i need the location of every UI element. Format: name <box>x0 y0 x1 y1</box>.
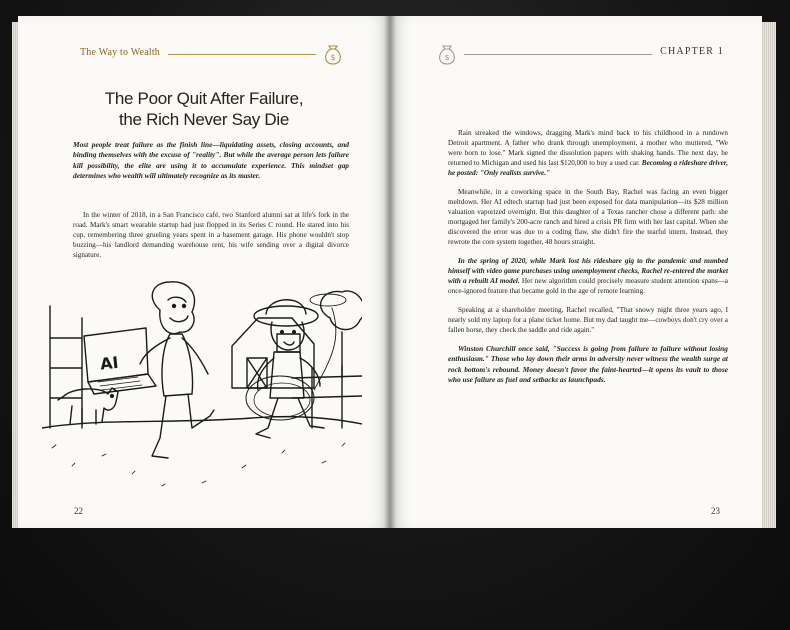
lead-quote: "reality" <box>191 150 220 160</box>
body-paragraph-3: Meanwhile, in a coworking space in the South Bay, Rachel was facing an even bigger meltdown. Her AI edtech startup had just been exposed for data manipulation—its $28 million valuation vaporized overnight. But this daughter of a Texas rancher chose a different path: she mortgaged her family's 200-acre ranch and hired a crisis PR firm with her last capital. When she discovered the error was due to a coding flaw, she didn't fire the tearful intern. Instead, they rewrote the core system together, 48 hours straight. <box>448 188 728 246</box>
book-spine-shadow <box>384 16 396 528</box>
chapter-number: 1 <box>717 46 724 57</box>
p3-emphasis: In the spring of 2020, while Mark lost his rideshare gig to the pandemic and numbed himself with video game purchases using unemployment checks, Rachel re-entered the market with a rebuilt AI model. <box>448 257 728 285</box>
chapter-label: CHAPTER <box>660 46 715 57</box>
svg-text:$: $ <box>444 53 450 62</box>
title-line-1: The Poor Quit After Failure, <box>104 89 304 108</box>
header-rule <box>168 54 316 55</box>
quote-intro: Winston Churchill once said, <box>458 344 553 353</box>
header-rule <box>464 54 652 55</box>
body-paragraph-1: In the winter of 2018, in a San Francisco café, two Stanford alumni sat at life's fork in the road. Mark's smart wearable startup had just flopped in its Series C round. He stared into his cup, remembering three grueling years spent in a basement garage. His phone wouldn't stop buzzing—his landlord demanding warehouse rent, his wife sending over a digital divorce signature. <box>73 211 349 259</box>
svg-text:$: $ <box>330 53 336 62</box>
right-text-column <box>448 128 728 385</box>
chapter-heading <box>660 46 724 57</box>
open-book <box>12 14 776 534</box>
money-bag-icon <box>436 40 458 66</box>
body-paragraph-2 <box>448 128 728 178</box>
lead-part-1: Most people treat failure as the finish line—liquidating assets, closing accounts, and binding themselves with the excuse of <box>73 140 349 160</box>
quote-rest: Those who lay down their arms in adversity never witness the wealth surge at rock bottom's rebound. Money doesn't favor the faint-hearted—it opens its vault to those who use failure as fuel and setbacks as launchpads. <box>448 354 728 384</box>
page-number-left: 22 <box>74 506 83 516</box>
lead-paragraph <box>73 140 349 181</box>
right-page <box>390 16 762 528</box>
running-head: The Way to Wealth <box>80 47 161 58</box>
chapter-title <box>58 88 350 130</box>
lead-part-2: . But while the average person lets failure kill possibility, the elite are using it to accumulate experience. This mindset gap determines who wealth will ultimately recognize as its master. <box>73 150 350 180</box>
body-paragraph-4 <box>448 256 728 296</box>
p1-emphasis: Becoming a rideshare driver, he posted: "Only realists survive." <box>448 159 728 177</box>
page-number-right: 23 <box>711 506 720 516</box>
churchill-quote-paragraph <box>448 344 728 385</box>
laptop-label: AI <box>99 352 120 374</box>
p1-text: Rain streaked the windows, dragging Mark's mind back to his childhood in a rundown Detroit apartment. A father who drank through unemployment, a mother who muttered, "We were born to lose." Mark signed the dissolution papers with shaking hands. The next day, he returned to Michigan and used his last $120,000 to buy a used car. <box>448 129 728 167</box>
quote-text: "Success is going from failure to failure without losing enthusiasm." <box>448 344 728 364</box>
left-page <box>18 16 390 528</box>
page-stack-right <box>762 22 776 528</box>
title-line-2: the Rich Never Say Die <box>118 110 290 129</box>
cartoon-illustration <box>42 278 362 500</box>
p3-text: Her new algorithm could precisely measure student attention spans—a once-ignored feature that became gold in the age of remote learning. <box>448 277 728 295</box>
money-bag-icon <box>322 40 344 66</box>
body-paragraph-5: Speaking at a shareholder meeting, Rachel recalled, "That snowy night three years ago, I nearly sold my laptop for a plane ticket home. But my dad taught me—cowboys don't cry over a fallen horse, they check the saddle and ride again." <box>448 306 728 334</box>
